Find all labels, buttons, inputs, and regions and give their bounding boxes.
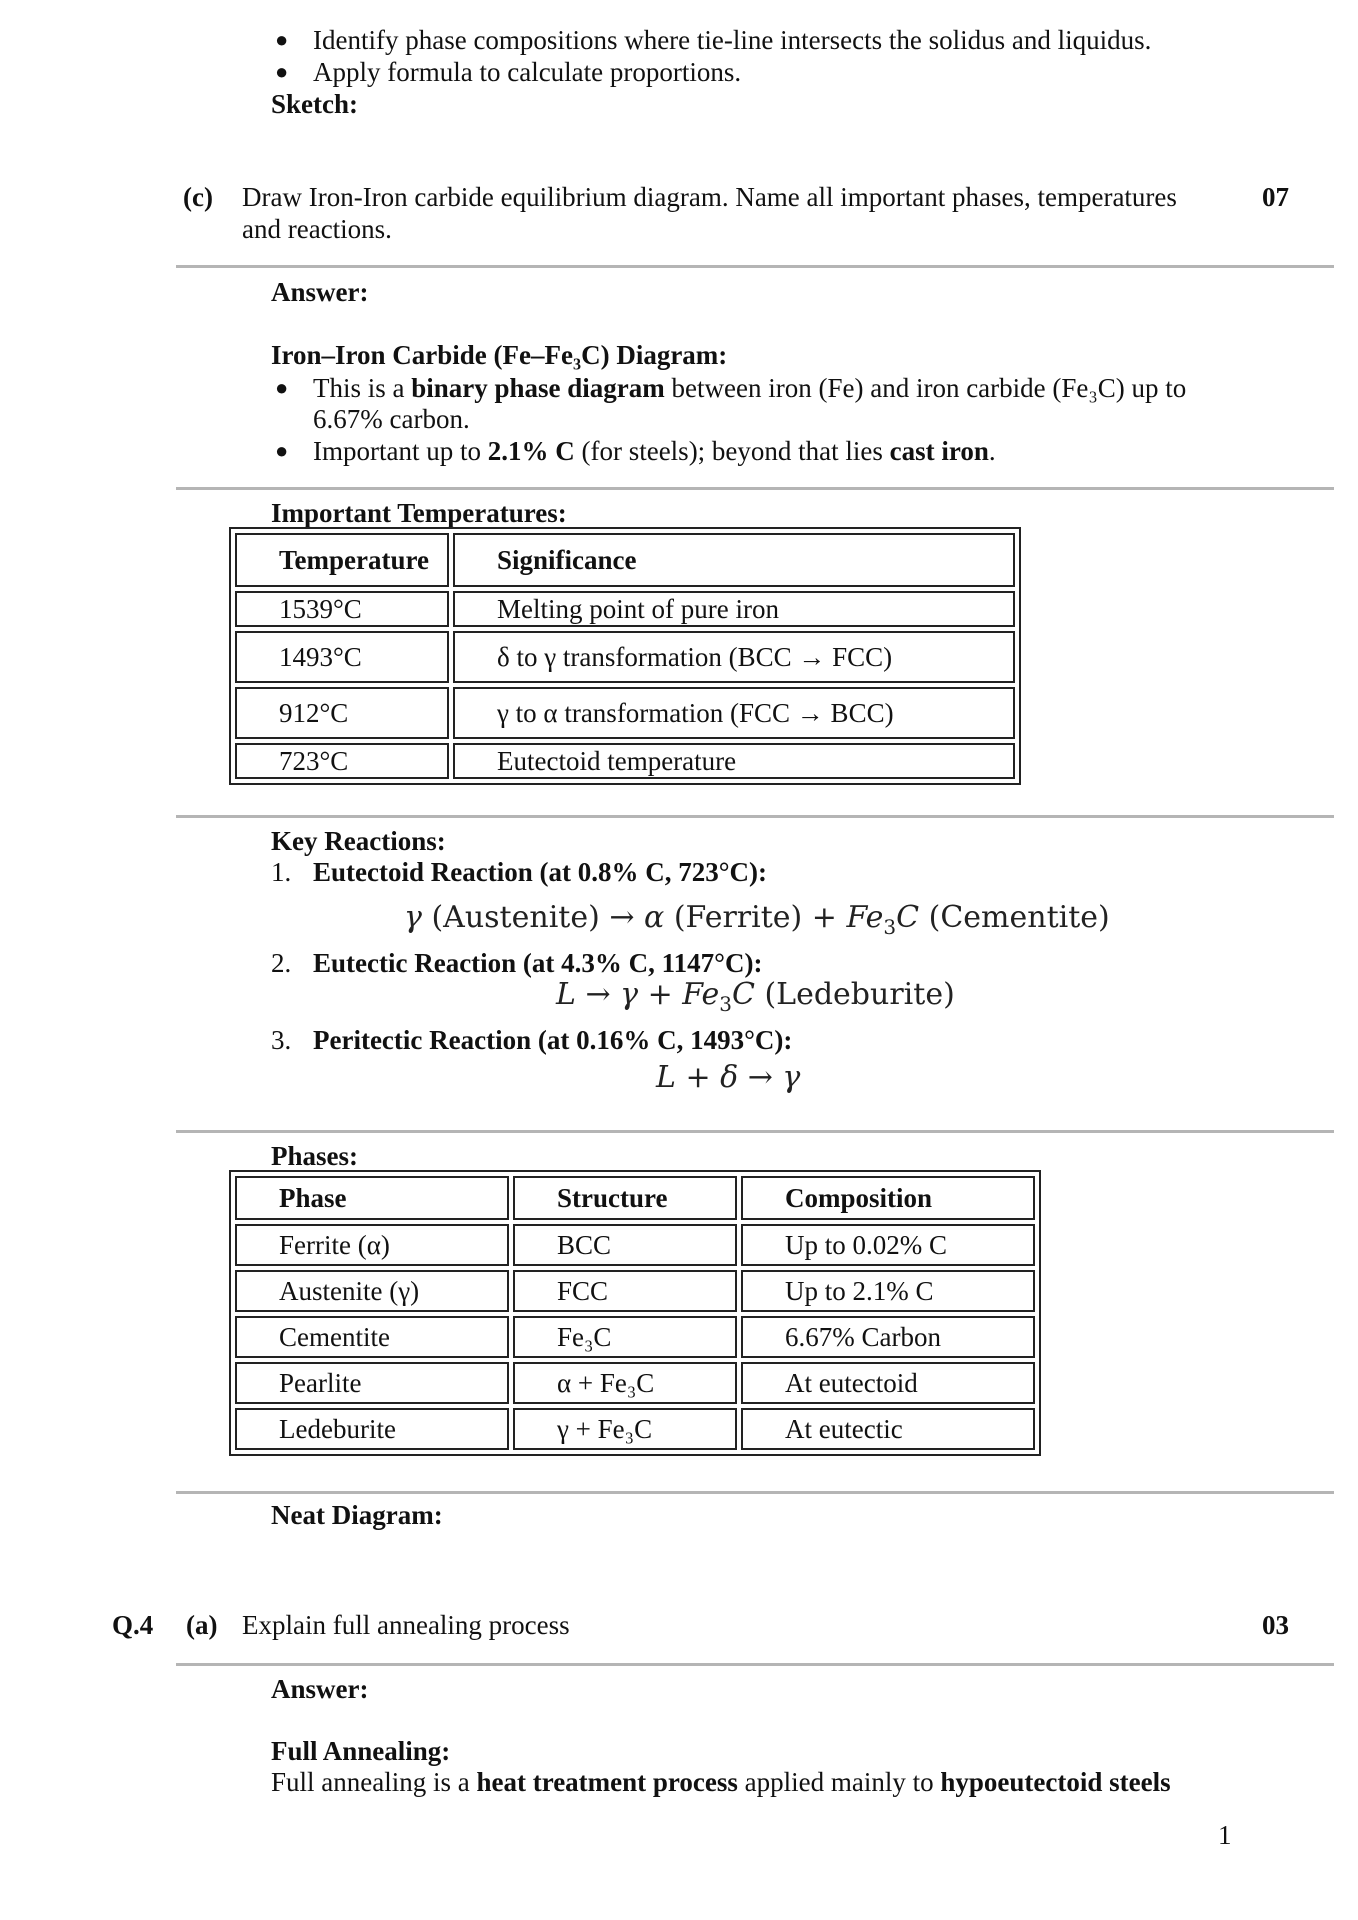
section-heading: Phases: (271, 1141, 358, 1171)
marks: 03 (1262, 1610, 1289, 1640)
table-cell: γ + Fe₃C (513, 1408, 737, 1450)
divider (176, 1663, 1334, 1666)
bullet-text: Apply formula to calculate proportions. (313, 57, 742, 87)
question-text: Draw Iron-Iron carbide equilibrium diagram. Name all important phases, temperatures (242, 182, 1177, 212)
table-cell: BCC (513, 1224, 737, 1266)
answer-label: Answer: (271, 1674, 369, 1704)
section-heading: Iron–Iron Carbide (Fe–Fe₃C) Diagram: (271, 340, 728, 370)
list-number: 3. (271, 1025, 292, 1055)
table-cell: Up to 0.02% C (741, 1224, 1035, 1266)
table-cell: Ferrite (α) (235, 1224, 509, 1266)
reaction-equation: L + δ → γ (656, 1060, 801, 1095)
table-header: Significance (453, 533, 1015, 587)
table-header: Composition (741, 1176, 1035, 1220)
table-cell: Austenite (γ) (235, 1270, 509, 1312)
phases-table (229, 1170, 1041, 1456)
divider (176, 265, 1334, 268)
temperatures-table (229, 527, 1021, 785)
bullet-dot: ● (275, 438, 289, 463)
table-row (235, 1408, 1035, 1450)
divider (176, 1491, 1334, 1494)
question-text: and reactions. (242, 214, 392, 244)
table-cell: α + Fe₃C (513, 1362, 737, 1404)
part-label: (c) (183, 182, 213, 212)
table-cell: FCC (513, 1270, 737, 1312)
part-label: (a) (186, 1610, 218, 1640)
bullet-dot: ● (275, 27, 289, 52)
divider (176, 1130, 1334, 1133)
reaction-equation: $L \to \gamma + Fe_3C$ (Ledeburite) (556, 977, 955, 1016)
table-cell: Cementite (235, 1316, 509, 1358)
table-row (235, 631, 1015, 683)
bullet-text: Identify phase compositions where tie-line intersects the solidus and liquidus. (313, 25, 1152, 55)
divider (176, 815, 1334, 818)
page-number: 1 (1218, 1820, 1232, 1850)
table-row (235, 687, 1015, 739)
table-cell: Melting point of pure iron (453, 591, 1015, 627)
bullet-text: 6.67% carbon. (313, 404, 470, 434)
table-cell: Ledeburite (235, 1408, 509, 1450)
bullet-dot: ● (275, 375, 289, 400)
table-row (235, 1316, 1035, 1358)
question-number: Q.4 (112, 1610, 154, 1640)
reaction-title: Eutectic Reaction (at 4.3% C, 1147°C): (313, 948, 763, 978)
table-header: Structure (513, 1176, 737, 1220)
list-number: 2. (271, 948, 292, 978)
section-heading: Important Temperatures: (271, 498, 567, 528)
table-cell: Pearlite (235, 1362, 509, 1404)
table-row (235, 591, 1015, 627)
reaction-title: Eutectoid Reaction (at 0.8% C, 723°C): (313, 857, 767, 887)
divider (176, 487, 1334, 490)
table-cell: Fe₃C (513, 1316, 737, 1358)
table-cell: 1539°C (235, 591, 449, 627)
reaction-title: Peritectic Reaction (at 0.16% C, 1493°C): (313, 1025, 793, 1055)
bullet-text: This is a binary phase diagram between iron (Fe) and iron carbide (Fe₃C) up to (313, 373, 1187, 403)
table-header: Temperature (235, 533, 449, 587)
table-cell: Eutectoid temperature (453, 743, 1015, 779)
table-cell: 912°C (235, 687, 449, 739)
question-text: Explain full annealing process (242, 1610, 570, 1640)
table-header: Phase (235, 1176, 509, 1220)
table-cell: At eutectoid (741, 1362, 1035, 1404)
table-row (235, 1224, 1035, 1266)
table-cell: 6.67% Carbon (741, 1316, 1035, 1358)
marks: 07 (1262, 182, 1289, 212)
table-cell: δ to γ transformation (BCC → FCC) (453, 631, 1015, 683)
list-number: 1. (271, 857, 292, 887)
table-cell: 1493°C (235, 631, 449, 683)
section-heading: Key Reactions: (271, 826, 446, 856)
table-row (235, 743, 1015, 779)
table-cell: 723°C (235, 743, 449, 779)
sketch-label: Sketch: (271, 89, 358, 119)
paragraph: Full annealing is a heat treatment process applied mainly to hypoeutectoid steels (271, 1767, 1171, 1797)
reaction-equation: γ (Austenite) → α (Ferrite) + $Fe_3C$ (Cementite) (404, 900, 1110, 939)
table-cell: Up to 2.1% C (741, 1270, 1035, 1312)
bullet-dot: ● (275, 59, 289, 84)
section-heading: Neat Diagram: (271, 1500, 443, 1530)
table-cell: γ to α transformation (FCC → BCC) (453, 687, 1015, 739)
section-heading: Full Annealing: (271, 1736, 451, 1766)
table-row (235, 1270, 1035, 1312)
bullet-text: Important up to 2.1% C (for steels); beyond that lies cast iron. (313, 436, 996, 466)
table-cell: At eutectic (741, 1408, 1035, 1450)
table-row (235, 1362, 1035, 1404)
answer-label: Answer: (271, 277, 369, 307)
